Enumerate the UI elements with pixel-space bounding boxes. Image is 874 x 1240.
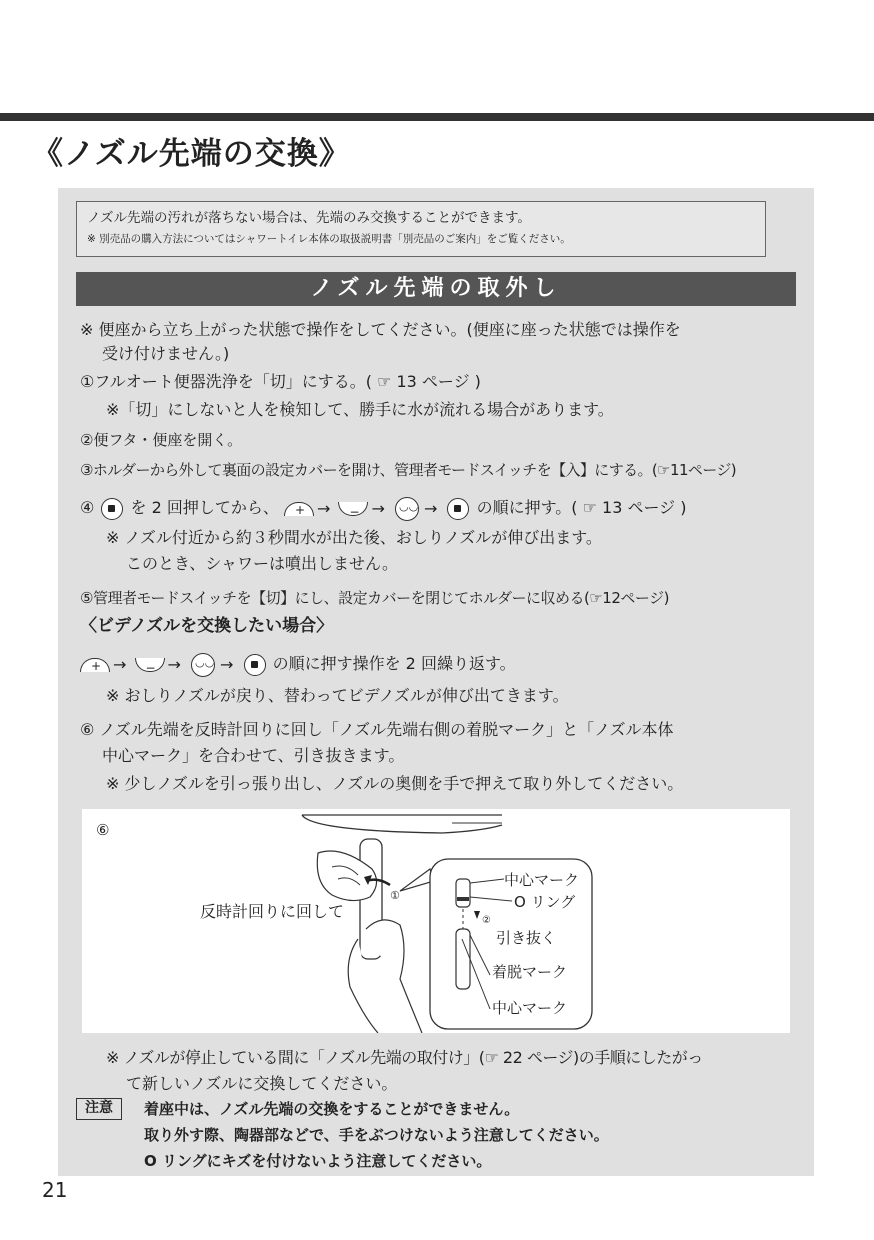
top-rule [0,113,874,121]
step-1: ①フルオート便器洗浄を「切」にする。( ☞ 13 ページ ) [80,372,481,391]
bidet-note: ※ おしりノズルが戻り、替わってビデノズルが伸び出てきます。 [106,686,569,705]
pressure-minus-icon [135,658,165,672]
step-4-note-1: ※ ノズル付近から約３秒間水が出た後、おしりノズルが伸び出ます。 [106,528,602,547]
page-title: 《ノズル先端の交換》 [32,136,351,172]
attach-mark-label: 着脱マーク [492,963,568,981]
after-note-2: て新しいノズルに交換してください。 [126,1074,398,1093]
center-mark-bottom-label: 中心マーク [492,999,568,1017]
stop-button-icon [244,654,266,676]
intro-box [76,201,766,257]
pressure-plus-icon [80,658,110,672]
nozzle-diagram [82,809,790,1033]
step-1-note: ※「切」にしないと人を検知して、勝手に水が流れる場合があります。 [106,400,614,419]
figure-number: ⑥ [96,821,110,839]
caution-label: 注意 [76,1098,122,1120]
bidet-heading: 〈ビデノズルを交換したい場合〉 [80,616,334,636]
after-note-1: ※ ノズルが停止している間に「ノズル先端の取付け」(☞ 22 ページ)の手順にしたがっ [106,1048,703,1067]
step-4-mid: を 2 回押してから、 [130,498,279,517]
step-6-line-1: ⑥ ノズル先端を反時計回りに回し「ノズル先端右側の着脱マーク」と「ノズル本体 [80,720,674,739]
step-5: ⑤管理者モードスイッチを【切】にし、設定カバーを閉じてホルダーに収める(☞12ページ) [80,589,669,607]
o-ring-label: O リング [514,893,576,911]
pressure-plus-icon [284,502,314,516]
stop-button-icon [101,498,123,520]
step-3: ③ホルダーから外して裏面の設定カバーを開け、管理者モードスイッチを【入】にする。(☞11ページ) [80,461,737,479]
page-number: 21 [42,1178,68,1202]
bidet-step: +→ − → ◡◡ → の順に押す操作を 2 回繰り返す。 [80,652,516,677]
arrow-2-label: ② [482,915,491,926]
caution-line-1: 着座中は、ノズル先端の交換をすることができません。 [144,1100,520,1118]
caution-line-3: O リングにキズを付けないよう注意してください。 [144,1152,492,1170]
content-panel [58,188,814,1176]
intro-line-1: ノズル先端の汚れが落ちない場合は、先端のみ交換することができます。 [87,210,531,226]
step-4-prefix: ④ [80,498,95,517]
arrow-1-label: ① [390,889,400,902]
stop-button-icon [447,498,469,520]
rotate-label: 反時計回りに回して [200,902,345,921]
caution-line-2: 取り外す際、陶器部などで、手をぶつけないよう注意してください。 [144,1126,609,1144]
bidet-suffix: の順に押す操作を 2 回繰り返す。 [272,654,516,673]
step-6-line-2: 中心マーク」を合わせて、引き抜きます。 [102,746,405,765]
step-4-suffix: の順に押す。( ☞ 13 ページ ) [476,498,687,517]
nozzle-illustration [82,809,790,1033]
note-standing-1: ※ 便座から立ち上がった状態で操作をしてください。(便座に座った状態では操作を [80,320,681,339]
lower-hand [348,920,422,1033]
note-standing-2: 受け付けません。) [102,344,230,363]
bidet-wave-icon: ◡◡ [395,497,419,521]
step-6-note: ※ 少しノズルを引っ張り出し、ノズルの奥側を手で押えて取り外してください。 [106,774,684,793]
pressure-minus-icon [338,502,368,516]
section-title: ノズル先端の取外し [76,272,796,306]
step-4-note-2: このとき、シャワーは噴出しません。 [126,554,399,573]
intro-line-2: ※ 別売品の購入方法についてはシャワートイレ本体の取扱説明書「別売品のご案内」をご覧ください。 [87,233,571,245]
bidet-wave-icon: ◡◡ [191,653,215,677]
pull-out-label: 引き抜く [496,929,557,947]
step-4: ④ を 2 回押してから、 + → − → ◡◡ → の順に押す。( ☞ 13 ページ ) [80,496,687,521]
step-2: ②便フタ・便座を開く。 [80,431,243,449]
center-mark-top-label: 中心マーク [504,871,580,889]
